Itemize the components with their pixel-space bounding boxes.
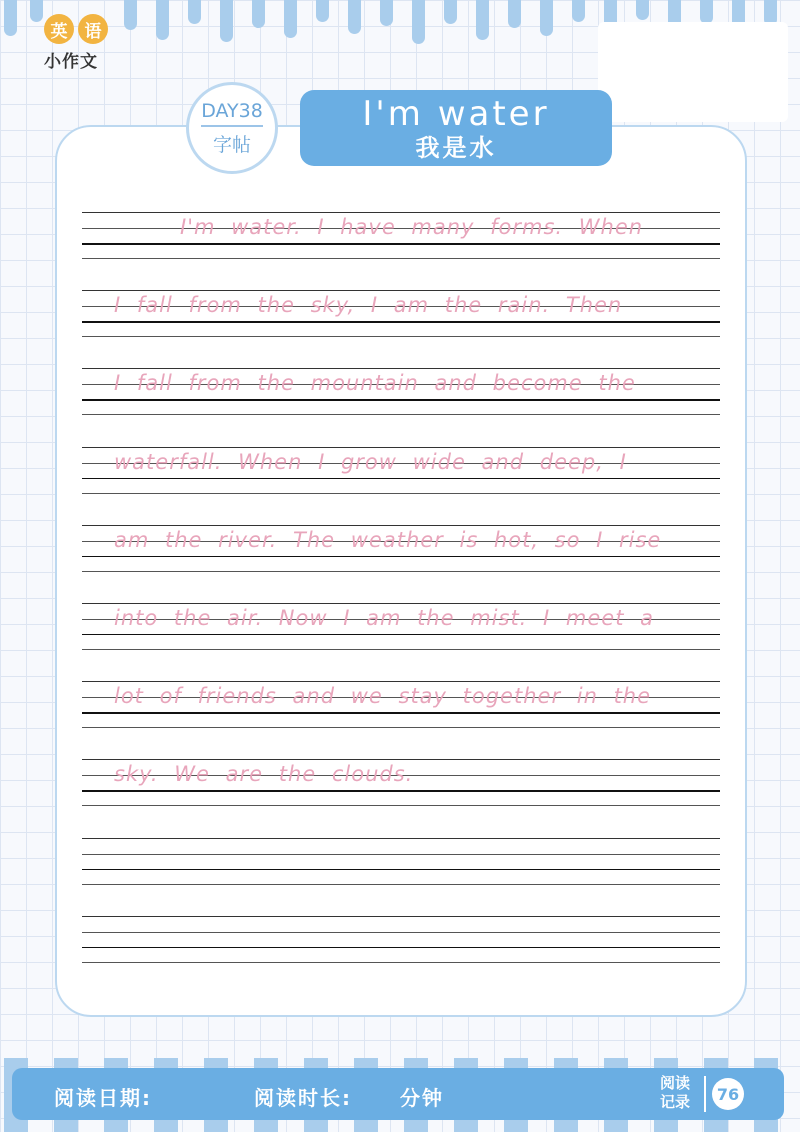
writing-line [82, 509, 720, 587]
reading-date-label: 阅读日期: [54, 1086, 152, 1110]
title-chinese: 我是水 [415, 134, 497, 162]
writing-line [82, 587, 720, 665]
logo-subtitle: 小作文 [44, 52, 98, 72]
trace-text: lot of friends and we stay together in the [114, 684, 652, 709]
writing-line [82, 274, 720, 352]
trace-text: waterfall. When I grow wide and deep, I [114, 449, 627, 474]
record-line-2: 记录 [660, 1093, 691, 1111]
reading-duration-label: 阅读时长: [254, 1086, 352, 1110]
logo-char-1: 英 [44, 14, 74, 44]
minutes-label: 分钟 [400, 1086, 444, 1110]
trace-text: I'm water. I have many forms. When [180, 215, 644, 239]
record-line-1: 阅读 [660, 1074, 691, 1092]
trace-text: sky. We are the clouds. [114, 762, 414, 787]
writing-lines [82, 196, 720, 978]
writing-line [82, 743, 720, 821]
trace-text: I fall from the mountain and become the [114, 371, 636, 396]
title-box [300, 90, 612, 166]
reading-record-bar [12, 1068, 784, 1120]
writing-line [82, 196, 720, 274]
badge-divider [201, 125, 263, 127]
title-english: I'm water [362, 94, 550, 134]
logo-char-2: 语 [78, 14, 108, 44]
trace-text: into the air. Now I am the mist. I meet a [114, 605, 654, 630]
reading-record-label [660, 1074, 690, 1112]
record-separator [704, 1076, 706, 1112]
trace-text: I fall from the sky, I am the rain. Then [114, 293, 623, 318]
page-number: 76 [712, 1078, 744, 1110]
day-label: DAY38 [201, 99, 263, 122]
writing-line [82, 665, 720, 743]
writing-line [82, 900, 720, 978]
writing-line [82, 352, 720, 430]
logo [40, 14, 130, 74]
trace-text: am the river. The weather is hot, so I rise [114, 527, 662, 552]
top-white-tab [598, 22, 788, 122]
day-badge [186, 82, 278, 174]
copybook-label: 字帖 [212, 133, 251, 156]
writing-line [82, 431, 720, 509]
writing-line [82, 822, 720, 900]
